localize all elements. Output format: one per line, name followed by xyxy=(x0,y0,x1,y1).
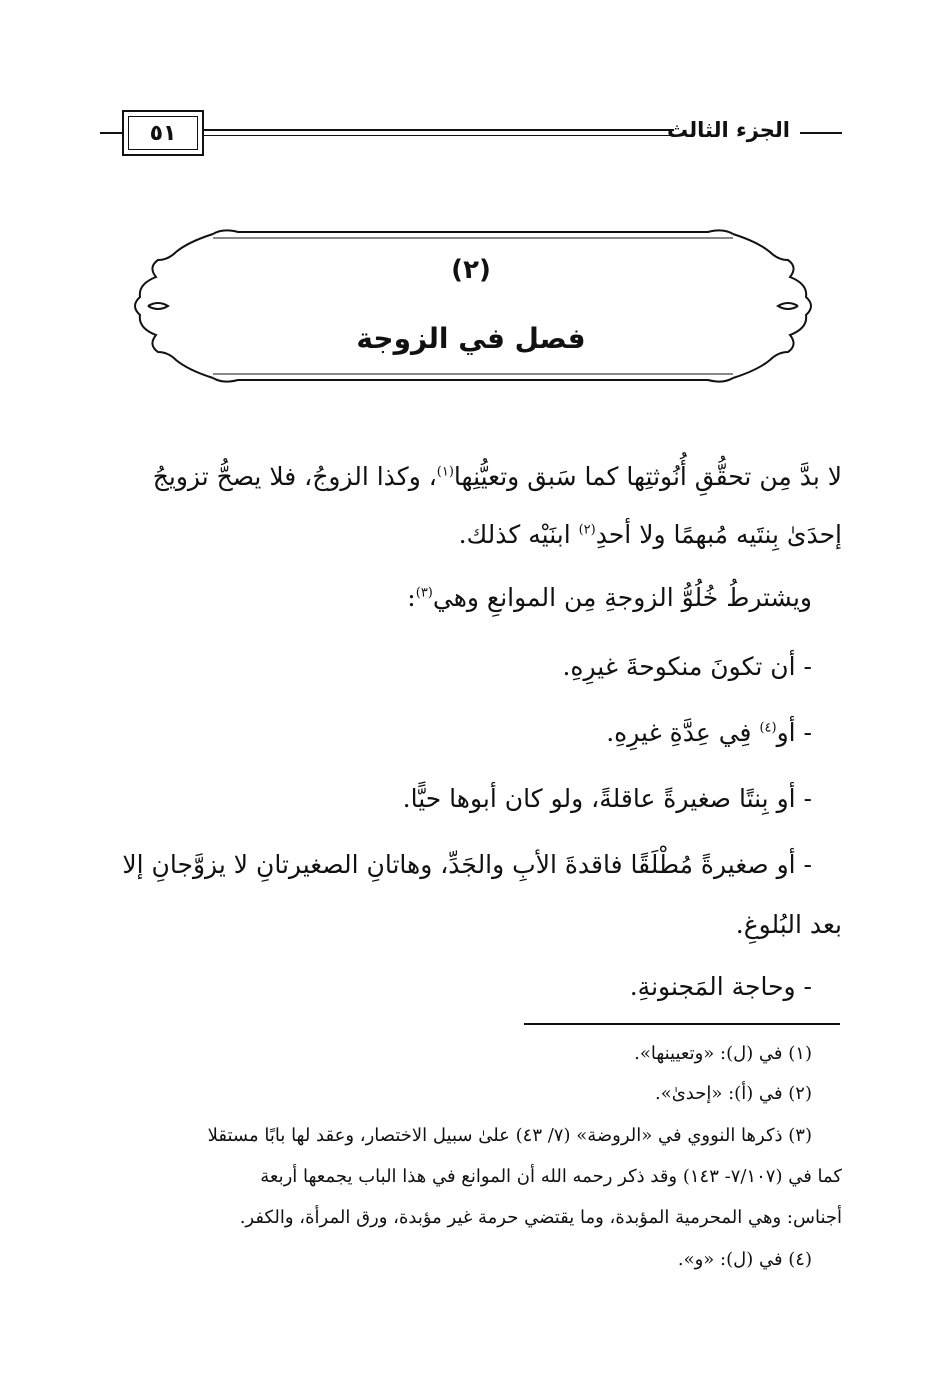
footnote-4: (٤) في (ل): «و». xyxy=(677,1249,812,1270)
header-rule-right xyxy=(800,132,842,134)
text-segment: فِي عِدَّةِ غيرِهِ. xyxy=(606,718,760,747)
text-segment: ويشترطُ خُلُوُّ الزوجةِ مِن الموانعِ وهي xyxy=(432,583,812,612)
header-rule-middle-top xyxy=(204,129,674,131)
paragraph-1-line-2 xyxy=(459,520,842,549)
footnote-3-line-3: أجناس: وهي المحرمية المؤبدة، وما يقتضي حرمة غير مؤبدة، ورق المرأة، والكفر. xyxy=(239,1207,842,1228)
chapter-number: (٢) xyxy=(451,255,491,285)
chapter-title: فصل في الزوجة xyxy=(356,322,586,355)
header-rule-middle-bottom xyxy=(204,135,674,136)
list-item-3: - أو بِنتًا صغيرةً عاقلةً، ولو كان أبوها حيًّا. xyxy=(402,784,812,813)
list-item-4-line-1: - أو صغيرةً مُطْلَقًا فاقدةَ الأبِ والجَدِّ، وهاتانِ الصغيرتانِ لا يزوَّجانِ إلا xyxy=(122,850,812,879)
paragraph-2 xyxy=(407,583,812,612)
volume-title: الجزء الثالث xyxy=(667,118,790,142)
footnote-2: (٢) في (أ): «إحدىٰ». xyxy=(654,1083,812,1104)
text-segment: ، وكذا الزوجُ، فلا يصحُّ تزويجُ xyxy=(152,462,437,491)
text-segment: لا بدَّ مِن تحقُّقِ أُنُوثتِها كما سَبق وتعيُّنِها xyxy=(453,462,842,491)
list-item-1: - أن تكونَ منكوحةَ غيرِهِ. xyxy=(562,652,812,681)
list-item-2 xyxy=(606,718,812,747)
footnote-3-line-1: (٣) ذكرها النووي في «الروضة» (٧/ ٤٣) علىٰ سبيل الاختصار، وعقد لها بابًا مستقلا xyxy=(207,1125,812,1146)
paragraph-1-line-1 xyxy=(100,462,842,491)
page-number: ٥١ xyxy=(128,116,198,150)
list-item-5: - وحاجة المَجنونةِ. xyxy=(629,972,812,1001)
header-rule-left xyxy=(100,132,122,134)
text-segment: إحدَىٰ بِنتَيه مُبهمًا ولا أحدِ xyxy=(595,520,842,549)
text-segment: - أو xyxy=(776,718,812,747)
chapter-frame-ornament xyxy=(128,222,818,390)
footnote-ref-4: (٤) xyxy=(759,720,777,736)
footnote-ref-2: (٢) xyxy=(578,522,596,538)
footnote-ref-1: (١) xyxy=(436,464,454,480)
footnote-ref-3: (٣) xyxy=(415,585,433,601)
list-item-4-line-2: بعد البُلوغِ. xyxy=(735,910,842,939)
text-segment: ابنَيْه كذلك. xyxy=(458,520,579,549)
footnote-1: (١) في (ل): «وتعيينها». xyxy=(634,1043,812,1064)
footnote-separator xyxy=(524,1023,840,1025)
footnote-3-line-2: كما في (٧/١٠٧- ١٤٣) وقد ذكر رحمه الله أن الموانع في هذا الباب يجمعها أربعة xyxy=(260,1166,842,1187)
text-segment: : xyxy=(407,583,416,612)
page-number-box xyxy=(122,110,204,156)
